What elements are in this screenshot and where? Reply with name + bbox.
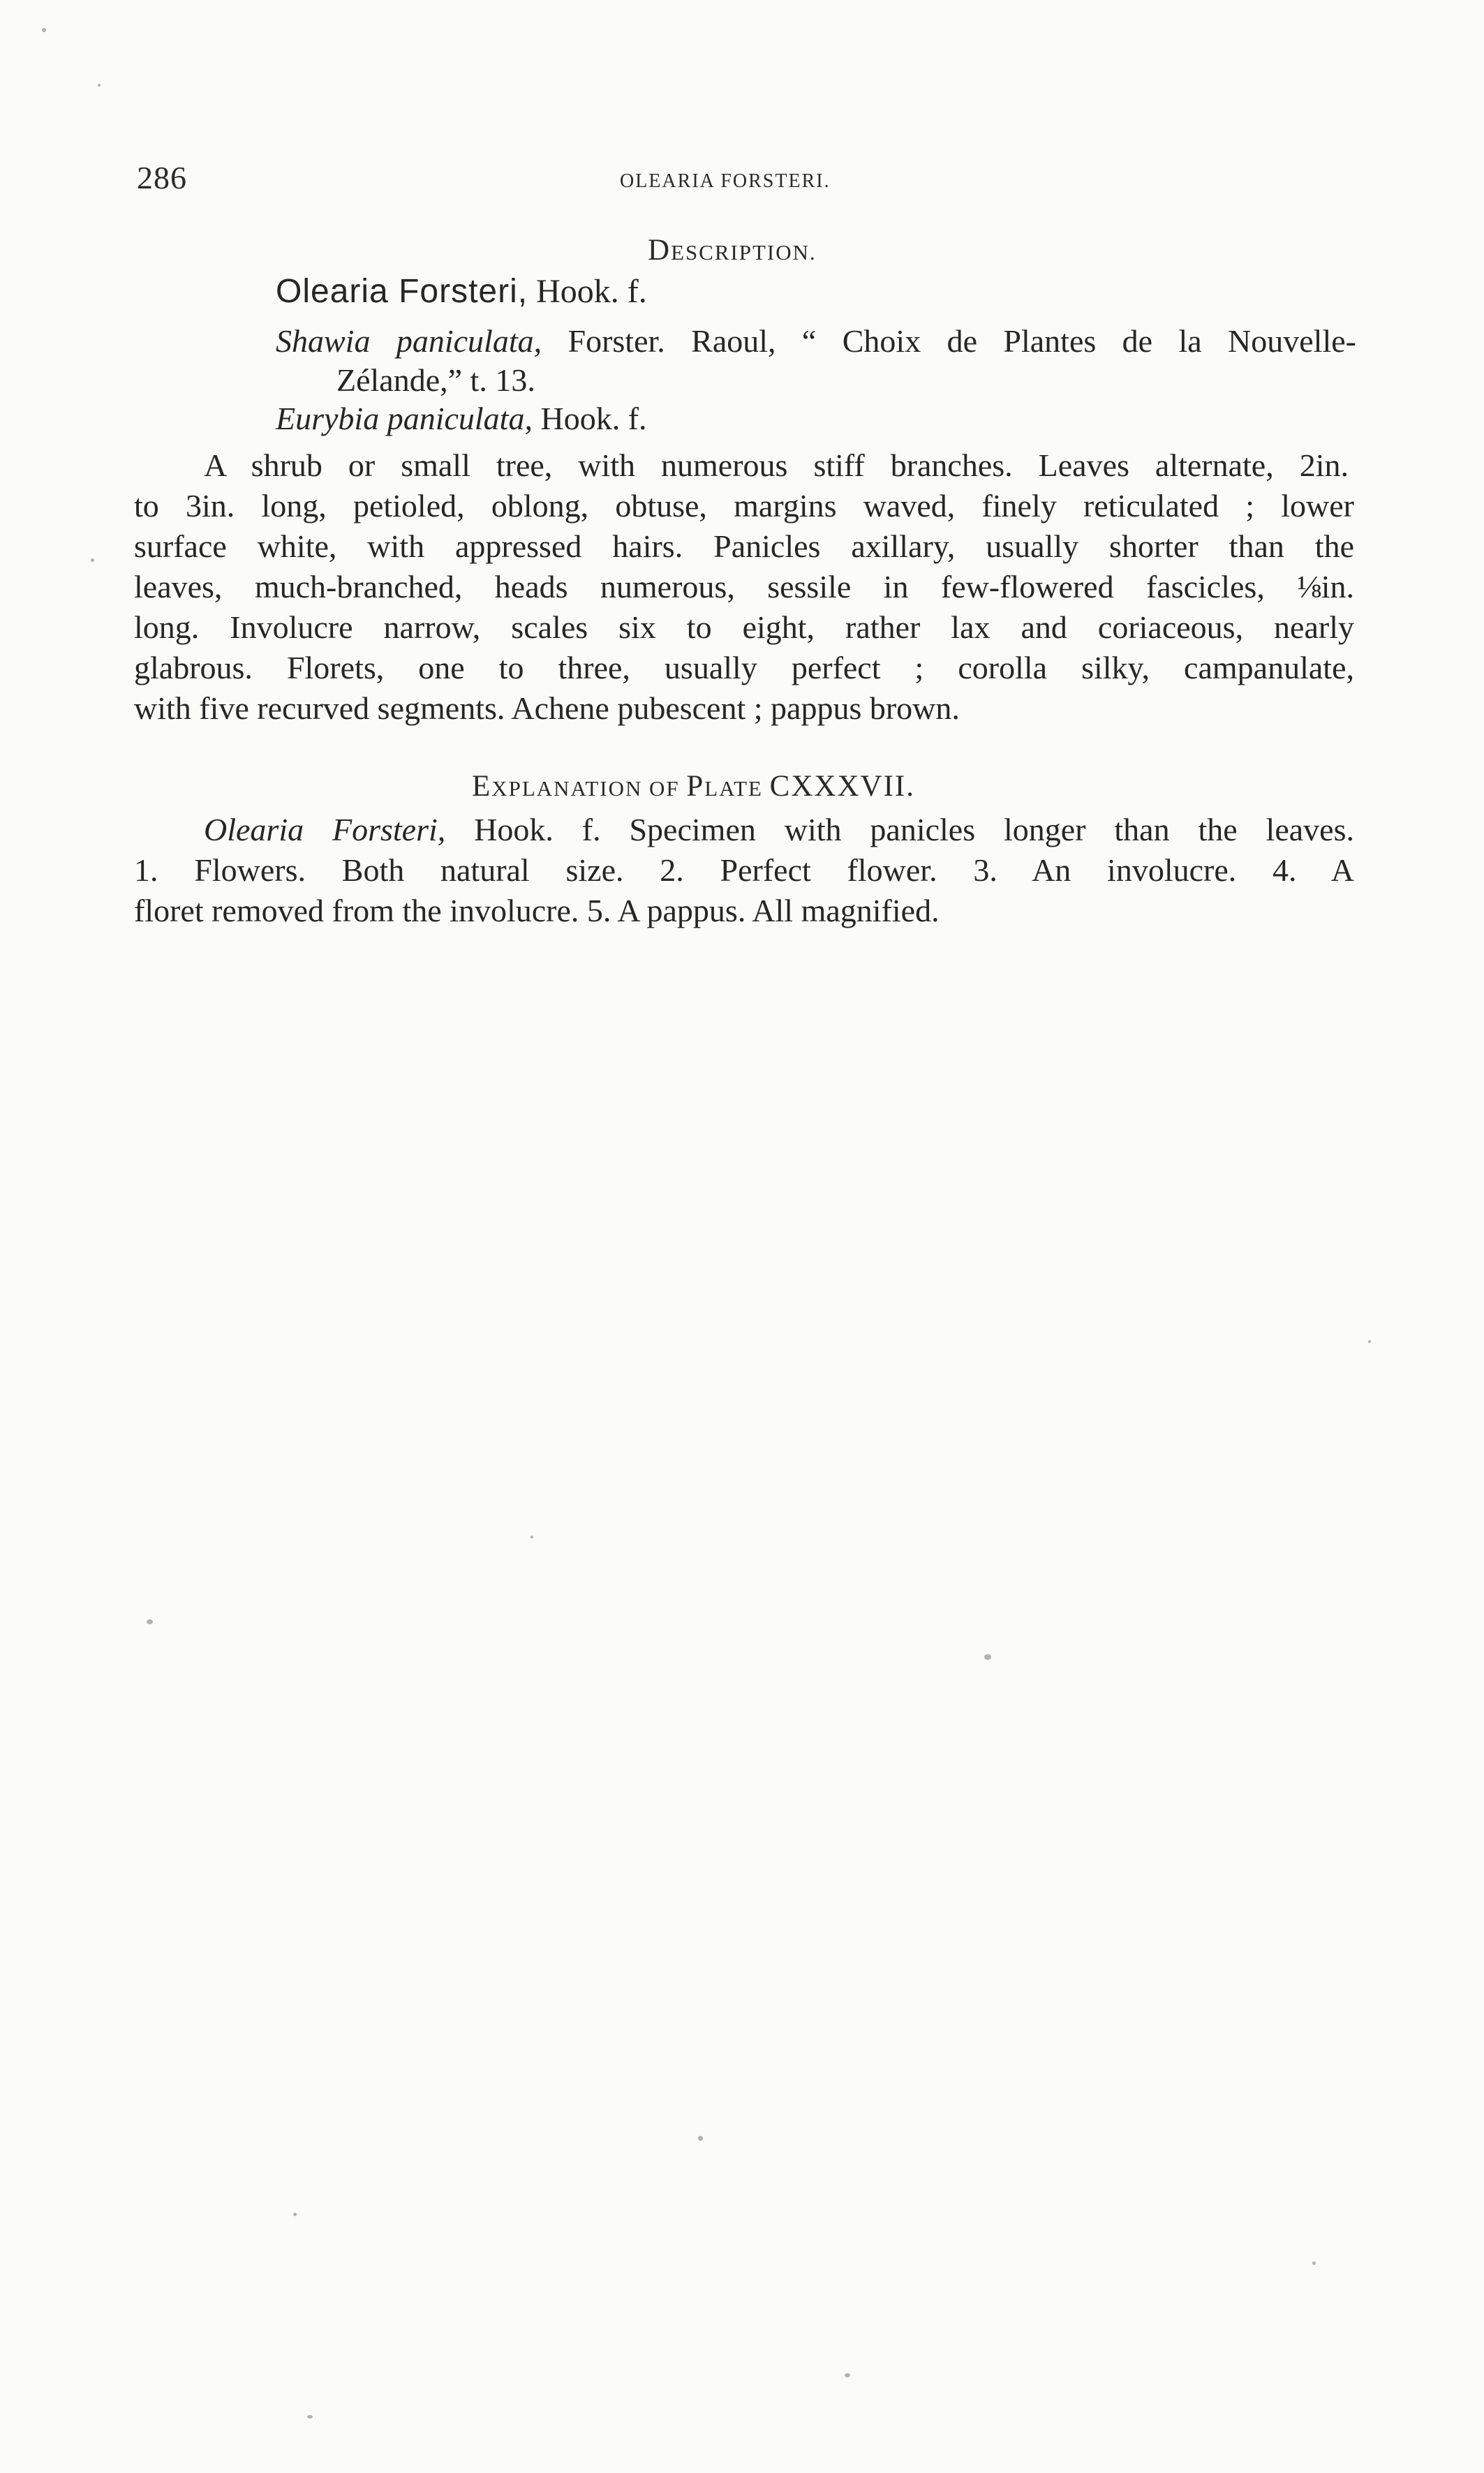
explanation-line: floret removed from the involucre. 5. A pappus. All magnified.: [134, 893, 940, 928]
description-line: surface white, with appressed hairs. Panicles axillary, usually shorter than the: [134, 528, 1354, 564]
synonym-shawia-continuation: Zélande,” t. 13.: [336, 362, 535, 398]
explanation-heading-word: XPLANATION OF: [491, 776, 687, 801]
explanation-heading: [472, 769, 915, 803]
description-line: with five recurved segments. Achene pubescent ; pappus brown.: [134, 690, 960, 726]
description-line: to 3in. long, petioled, oblong, obtuse, margins waved, finely reticulated ; lower: [134, 488, 1354, 523]
synonym-shawia-citation: Forster. Raoul, “ Choix de Plantes de la Nouvelle-: [567, 323, 1356, 359]
species-title: [276, 272, 647, 311]
description-heading-initial: D: [648, 234, 671, 267]
synonym-shawia: [276, 322, 1356, 359]
species-author: Hook. f.: [536, 273, 647, 310]
description-line: glabrous. Florets, one to three, usually perfect ; corolla silky, campanulate,: [134, 650, 1354, 685]
description-heading-rest: ESCRIPTION.: [671, 240, 817, 265]
synonym-eurybia: [276, 400, 647, 437]
explanation-heading-initial: E: [472, 770, 492, 803]
description-line: A shrub or small tree, with numerous stiff branches. Leaves alternate, 2in.: [204, 447, 1349, 483]
explanation-heading-initial-b: P: [686, 770, 705, 803]
synonym-shawia-name: Shawia paniculata,: [276, 323, 542, 359]
explanation-heading-word-b: LATE: [704, 776, 770, 801]
explanation-line: 1. Flowers. Both natural size. 2. Perfect flower. 3. An involucre. 4. A: [134, 852, 1354, 888]
description-heading: [648, 233, 817, 267]
page-number: 286: [137, 160, 187, 195]
synonym-eurybia-author: Hook. f.: [540, 401, 647, 436]
explanation-line-text: Hook. f. Specimen with panicles longer than the leaves.: [474, 812, 1354, 847]
description-line: leaves, much-branched, heads numerous, sessile in few-flowered fascicles, ⅛in.: [134, 569, 1354, 604]
explanation-line: [204, 810, 1354, 850]
plate-numeral: CXXXVII.: [769, 770, 915, 803]
running-head: OLEARIA FORSTERI.: [620, 170, 831, 192]
species-name: Olearia Forsteri,: [276, 273, 528, 310]
explanation-species-name: Olearia Forsteri,: [204, 812, 446, 847]
synonym-eurybia-name: Eurybia paniculata,: [276, 401, 533, 436]
description-line: long. Involucre narrow, scales six to eight, rather lax and coriaceous, nearly: [134, 609, 1354, 645]
